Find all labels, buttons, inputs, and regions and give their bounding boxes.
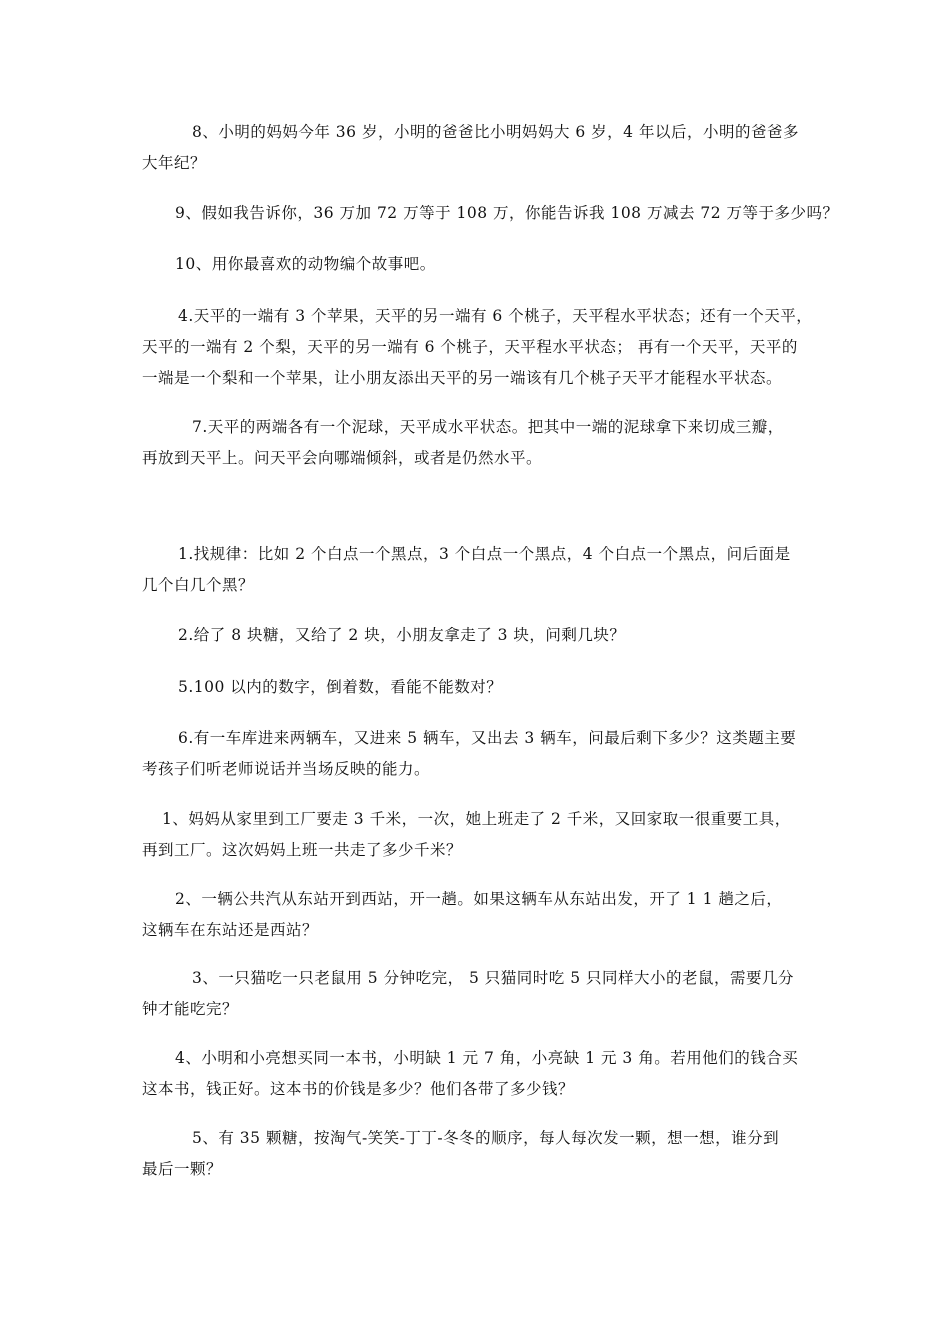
question-2-candy (142, 620, 812, 651)
question-line: 1、妈妈从家里到工厂要走 3 千米，一次，她上班走了 2 千米，又回家取一很重要工具， (162, 810, 791, 828)
question-line: 钟才能吃完？ (142, 1000, 239, 1018)
question-4-book-price (142, 1043, 812, 1105)
question-3-cats (142, 963, 812, 1025)
question-5-counting (142, 672, 812, 703)
question-line: 4、小明和小亮想买同一本书，小明缺 1 元 7 角，小亮缺 1 元 3 角。若用他们的钱合买 (175, 1049, 799, 1067)
question-line: 最后一颗？ (142, 1160, 223, 1178)
question-10-story (142, 249, 812, 280)
question-8-age (142, 117, 812, 179)
question-line: 3、一只猫吃一只老鼠用 5 分钟吃完， 5 只猫同时吃 5 只同样大小的老鼠，需要几分 (192, 969, 795, 987)
question-line: 几个白几个黑？ (142, 576, 255, 594)
question-line: 考孩子们听老师说话并当场反映的能力。 (142, 760, 431, 778)
question-line: 5、有 35 颗糖，按淘气-笑笑-丁丁-冬冬的顺序，每人每次发一颗，想一想，谁分到 (192, 1129, 780, 1147)
question-1-pattern (142, 539, 812, 601)
question-line: 8、小明的妈妈今年 36 岁，小明的爸爸比小明妈妈大 6 岁，4 年以后，小明的爸爸多 (192, 123, 799, 141)
question-line: 天平的一端有 2 个梨，天平的另一端有 6 个桃子，天平程水平状态； 再有一个天平，天平的 (142, 338, 798, 356)
question-1-walking (142, 804, 812, 866)
question-line: 1.找规律：比如 2 个白点一个黑点，3 个白点一个黑点，4 个白点一个黑点，问后面是 (178, 545, 791, 563)
question-line: 9、假如我告诉你，36 万加 72 万等于 108 万，你能告诉我 108 万减去 72 万等于多少吗？ (175, 204, 839, 222)
question-line: 2、一辆公共汽从东站开到西站，开一趟。如果这辆车从东站出发，开了 1 1 趟之后， (175, 890, 783, 908)
question-line: 4.天平的一端有 3 个苹果，天平的另一端有 6 个桃子，天平程水平状态；还有一个天平， (178, 307, 813, 325)
question-9-subtraction (142, 198, 839, 229)
question-line: 5.100 以内的数字，倒着数，看能不能数对？ (178, 678, 503, 696)
question-line: 这辆车在东站还是西站？ (142, 921, 319, 939)
question-line: 再放到天平上。问天平会向哪端倾斜，或者是仍然水平。 (142, 449, 543, 467)
question-2-bus (142, 884, 812, 946)
question-7-clay-ball (142, 412, 812, 474)
question-line: 一端是一个梨和一个苹果，让小朋友添出天平的另一端该有几个桃子天平才能程水平状态。 (142, 369, 783, 387)
question-line: 2.给了 8 块糖，又给了 2 块，小朋友拿走了 3 块，问剩几块？ (178, 626, 626, 644)
question-line: 大年纪？ (142, 154, 207, 172)
question-line: 6.有一车库进来两辆车，又进来 5 辆车，又出去 3 辆车，问最后剩下多少？这类题主要 (178, 729, 797, 747)
question-line: 10、用你最喜欢的动物编个故事吧。 (175, 255, 436, 273)
question-4-balance (142, 301, 812, 394)
question-6-garage (142, 723, 812, 785)
question-line: 这本书，钱正好。这本书的价钱是多少？他们各带了多少钱？ (142, 1080, 575, 1098)
question-line: 7.天平的两端各有一个泥球，天平成水平状态。把其中一端的泥球拿下来切成三瓣， (192, 418, 784, 436)
question-line: 再到工厂。这次妈妈上班一共走了多少千米？ (142, 841, 463, 859)
question-5-candy-order (142, 1123, 812, 1185)
